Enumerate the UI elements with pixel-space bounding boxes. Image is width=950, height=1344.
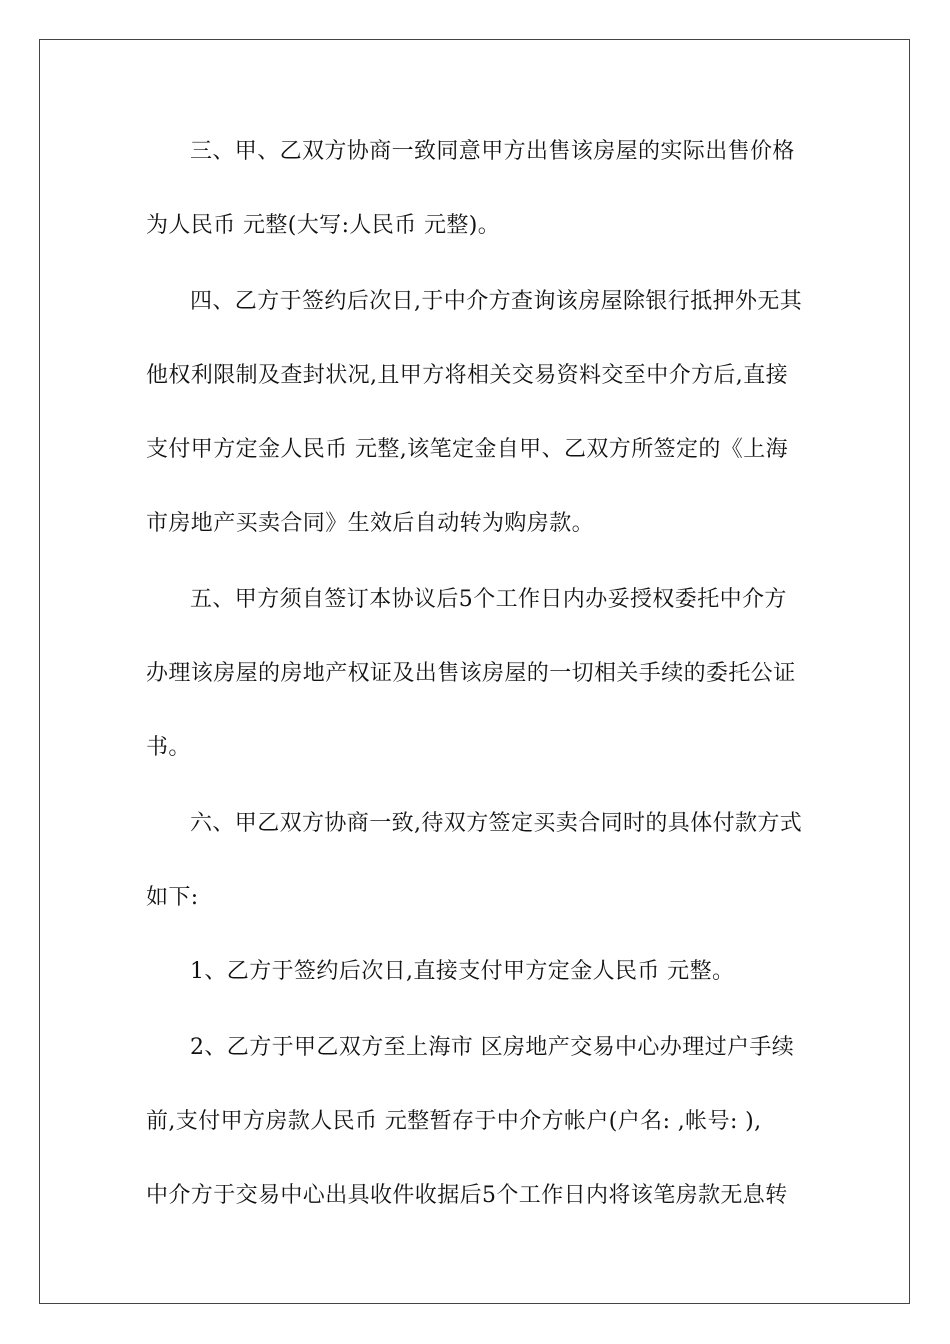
clause-4-line-1: 四、乙方于签约后次日,于中介方查询该房屋除银行抵押外无其 [190,289,803,314]
clause-6-item-2-line-3: 中介方于交易中心出具收件收据后5个工作日内将该笔房款无息转 [146,1183,788,1208]
clause-6-item-1: 1、乙方于签约后次日,直接支付甲方定金人民币 元整。 [190,959,735,984]
clause-4-line-3: 支付甲方定金人民币 元整,该笔定金自甲、乙双方所签定的《上海 [146,437,788,462]
clause-4-line-4: 市房地产买卖合同》生效后自动转为购房款。 [146,511,595,536]
clause-4-line-2: 他权利限制及查封状况,且甲方将相关交易资料交至中介方后,直接 [146,363,788,388]
clause-6-item-2-line-2: 前,支付甲方房款人民币 元整暂存于中介方帐户(户名: ,帐号: ), [146,1109,762,1134]
clause-6-line-2: 如下: [146,885,199,910]
clause-5-line-3: 书。 [146,735,191,760]
clause-5-line-1: 五、甲方须自签订本协议后5个工作日内办妥授权委托中介方 [190,587,787,612]
clause-5-line-2: 办理该房屋的房地产权证及出售该房屋的一切相关手续的委托公证 [146,661,796,686]
clause-6-item-2-line-1: 2、乙方于甲乙双方至上海市 区房地产交易中心办理过户手续 [190,1035,795,1060]
clause-6-line-1: 六、甲乙双方协商一致,待双方签定买卖合同时的具体付款方式 [190,811,803,836]
clause-3-line-2: 为人民币 元整(大写:人民币 元整)。 [146,213,501,238]
clause-3-line-1: 三、甲、乙双方协商一致同意甲方出售该房屋的实际出售价格 [190,139,795,164]
